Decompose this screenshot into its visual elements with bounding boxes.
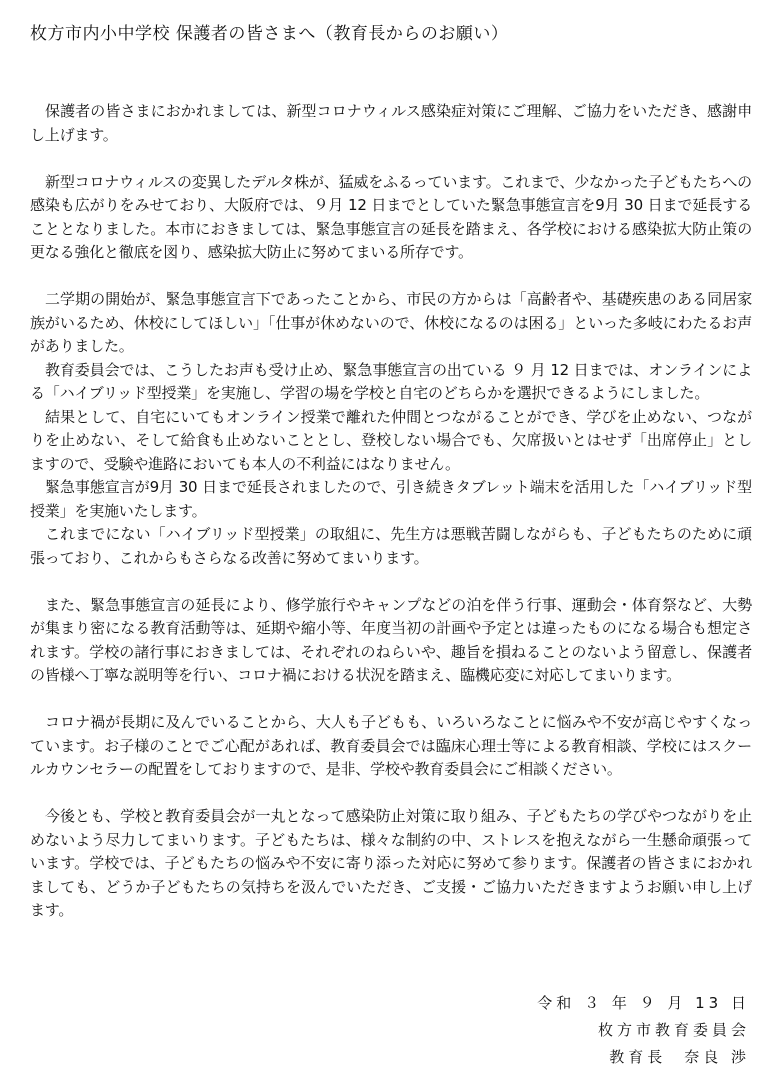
letter-body	[30, 100, 752, 923]
signature-role: 教育長	[609, 1048, 667, 1066]
paragraph-school-events: また、緊急事態宣言の延長により、修学旅行やキャンプなどの泊を伴う行事、運動会・体育祭など、大勢が集まり密になる教育活動等は、延期や縮小等、年度当初の計画や予定とは違ったものになる場合も想定されます。学校の諸行事におきましては、それぞれのねらいや、趣旨を損ねることのないよう留意し、保護者の皆様へ丁寧な説明等を行い、コロナ禍における状況を踏まえ、臨機応変に対応してまいります。	[30, 595, 752, 684]
paragraph-gap	[30, 147, 752, 171]
paragraph-attendance: 結果として、自宅にいてもオンライン授業で離れた仲間とつながることができ、学びを止めない、つながりを止めない、そして給食も止めないこととし、登校しない場合でも、欠席扱いとはせず「出席停止」としますので、受験や進路においても本人の不利益にはなりません。	[30, 407, 752, 473]
signature-person	[537, 1044, 750, 1071]
document-title: 枚方市内小中学校 保護者の皆さまへ（教育長からのお願い）	[30, 24, 509, 44]
paragraph-gratitude: 保護者の皆さまにおかれましては、新型コロナウィルス感染症対策にご理解、ご協力をいただき、感謝申し上げます。	[30, 102, 752, 144]
signature-block	[537, 990, 750, 1071]
signature-organization: 枚方市教育委員会	[597, 1021, 750, 1039]
paragraph-teachers-effort: これまでにない「ハイブリッド型授業」の取組に、先生方は悪戦苦闘しながらも、子どもたちのために頑張っており、これからもさらなる改善に努めてまいります。	[30, 525, 752, 567]
signature-date: 令和 ３ 年 ９ 月 13 日	[537, 994, 750, 1012]
paragraph-gap	[30, 570, 752, 594]
paragraph-extension: 緊急事態宣言が9月 30 日まで延長されましたので、引き続きタブレット端末を活用した「ハイブリッド型授業」を実施いたします。	[30, 478, 752, 520]
paragraph-delta-variant: 新型コロナウィルスの変異したデルタ株が、猛威をふるっています。これまで、少なかった子どもたちへの感染も広がりをみせており、大阪府では、９月 12 日までとしていた緊急事態宣言を9月 30 日まで延長することとなりました。本市におきましては、緊急事態宣言の延長を踏まえ、各学校における感染拡大防止策の更なる強化と徹底を図り、感染拡大防止に努めてまいる所存です。	[30, 172, 752, 261]
paragraph-citizen-voices: 二学期の開始が、緊急事態宣言下であったことから、市民の方からは「高齢者や、基礎疾患のある同居家族がいるため、休校にしてほしい」「仕事が休めないので、休校になるのは困る」といった多岐にわたるお声がありました。	[30, 290, 752, 355]
paragraph-counseling: コロナ禍が長期に及んでいることから、大人も子どもも、いろいろなことに悩みや不安が高じやすくなっています。お子様のことでご心配があれば、教育委員会では臨床心理士等による教育相談、学校にはスクールカウンセラーの配置をしておりますので、是非、学校や教育委員会にご相談ください。	[30, 713, 752, 778]
paragraph-gap	[30, 265, 752, 289]
paragraph-gap	[30, 782, 752, 806]
signature-name: 奈良 渉	[684, 1048, 750, 1066]
paragraph-closing: 今後とも、学校と教育委員会が一丸となって感染防止対策に取り組み、子どもたちの学びやつながりを止めないよう尽力してまいります。子どもたちは、様々な制約の中、ストレスを抱えながら一生懸命頑張っています。学校では、子どもたちの悩みや不安に寄り添った対応に努めて参ります。保護者の皆さまにおかれましても、どうか子どもたちの気持ちを汲んでいただき、ご支援・ご協力いただきますようお願い申し上げます。	[30, 807, 752, 919]
paragraph-hybrid-classes: 教育委員会では、こうしたお声も受け止め、緊急事態宣言の出ている ９ 月 12 日までは、オンラインによる「ハイブリッド型授業」を実施し、学習の場を学校と自宅のどちらかを選択できるようにしました。	[30, 360, 752, 402]
paragraph-gap	[30, 688, 752, 712]
